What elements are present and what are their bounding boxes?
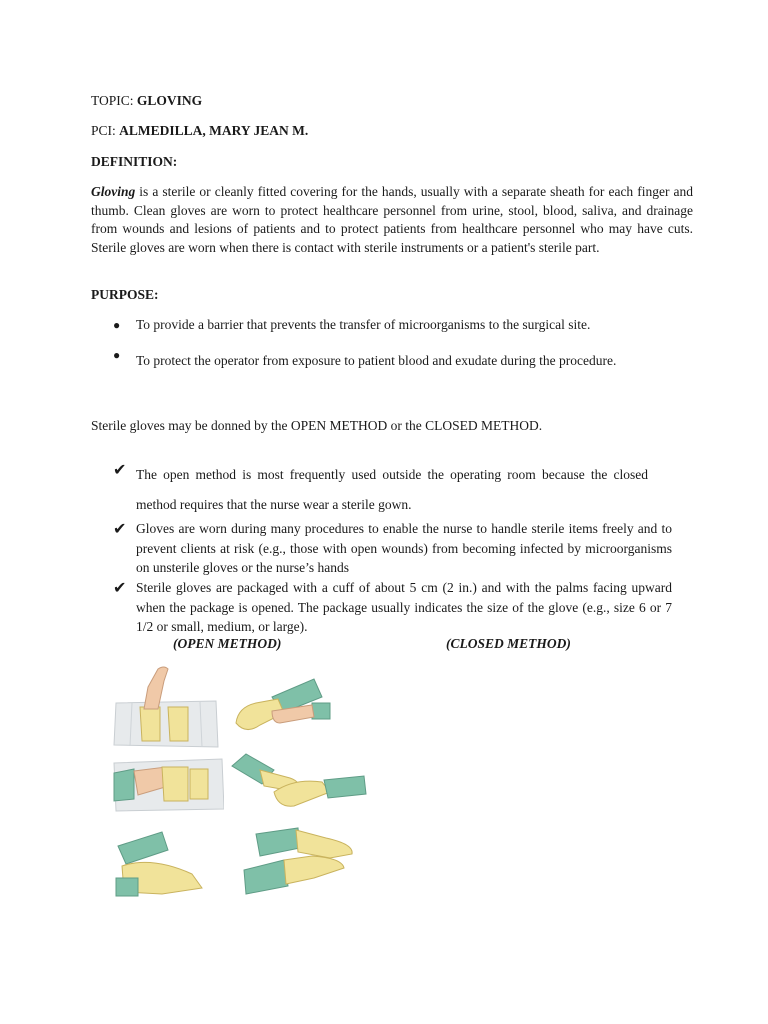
checkmark-icon: ✔ (113, 519, 127, 538)
definition-paragraph (91, 183, 693, 257)
closed-method-caption: (CLOSED METHOD) (446, 636, 571, 651)
topic-line (91, 93, 202, 109)
open-method-caption: (OPEN METHOD) (173, 636, 282, 651)
pci-label: PCI: (91, 123, 116, 138)
check-item: Sterile gloves are packaged with a cuff of about 5 cm (2 in.) and with the palms facing upward when the package is opened. The package usually indicates the size of the glove (e.g., size 6 or 7 1/2 or small, medium, or large). (136, 580, 672, 634)
bullet-icon: ● (113, 318, 121, 332)
definition-text: is a sterile or cleanly fitted covering for the hands, usually with a separate sheath for each finger and thumb. Clean gloves are worn to protect healthcare personnel from urine, stool, blood, saliva, and drainage from wounds and lesions of patients and to protect patients from healthcare personnel who may have cuts. Sterile gloves are worn when there is contact with sterile instruments or a patient's sterile part. (91, 184, 693, 255)
check-item: Gloves are worn during many procedures to enable the nurse to handle sterile items freely and to prevent clients at risk (e.g., those with open wounds) from becoming infected by microorganisms on unsterile gloves or the nurse’s hands (136, 521, 672, 575)
glove-pack-hand-icon (112, 665, 222, 750)
pulling-glove-icon (232, 675, 334, 743)
gloved-hand-insert-icon (228, 752, 368, 810)
checkmark-icon: ✔ (113, 578, 127, 597)
topic-label: TOPIC: (91, 93, 134, 108)
purpose-item: To provide a barrier that prevents the transfer of microorganisms to the surgical site. (136, 317, 591, 332)
folded-cuff-icon (112, 757, 224, 813)
checkmark-icon: ✔ (113, 460, 127, 479)
pci-value: ALMEDILLA, MARY JEAN M. (119, 123, 309, 138)
topic-value: GLOVING (136, 93, 203, 108)
methods-intro: Sterile gloves may be donned by the OPEN METHOD or the CLOSED METHOD. (91, 418, 543, 433)
purpose-heading: PURPOSE: (91, 287, 159, 302)
definition-term: Gloving (91, 184, 136, 199)
gloved-hands-icon (240, 824, 356, 896)
check-item: The open method is most frequently used outside the operating room because the closed method requires that the nurse wear a sterile gown. (136, 467, 648, 512)
definition-heading: DEFINITION: (91, 154, 178, 169)
hand-into-glove-icon (112, 828, 222, 898)
bullet-icon: ● (113, 348, 121, 362)
purpose-item: To protect the operator from exposure to patient blood and exudate during the procedure. (136, 353, 617, 368)
pci-line (91, 123, 308, 139)
